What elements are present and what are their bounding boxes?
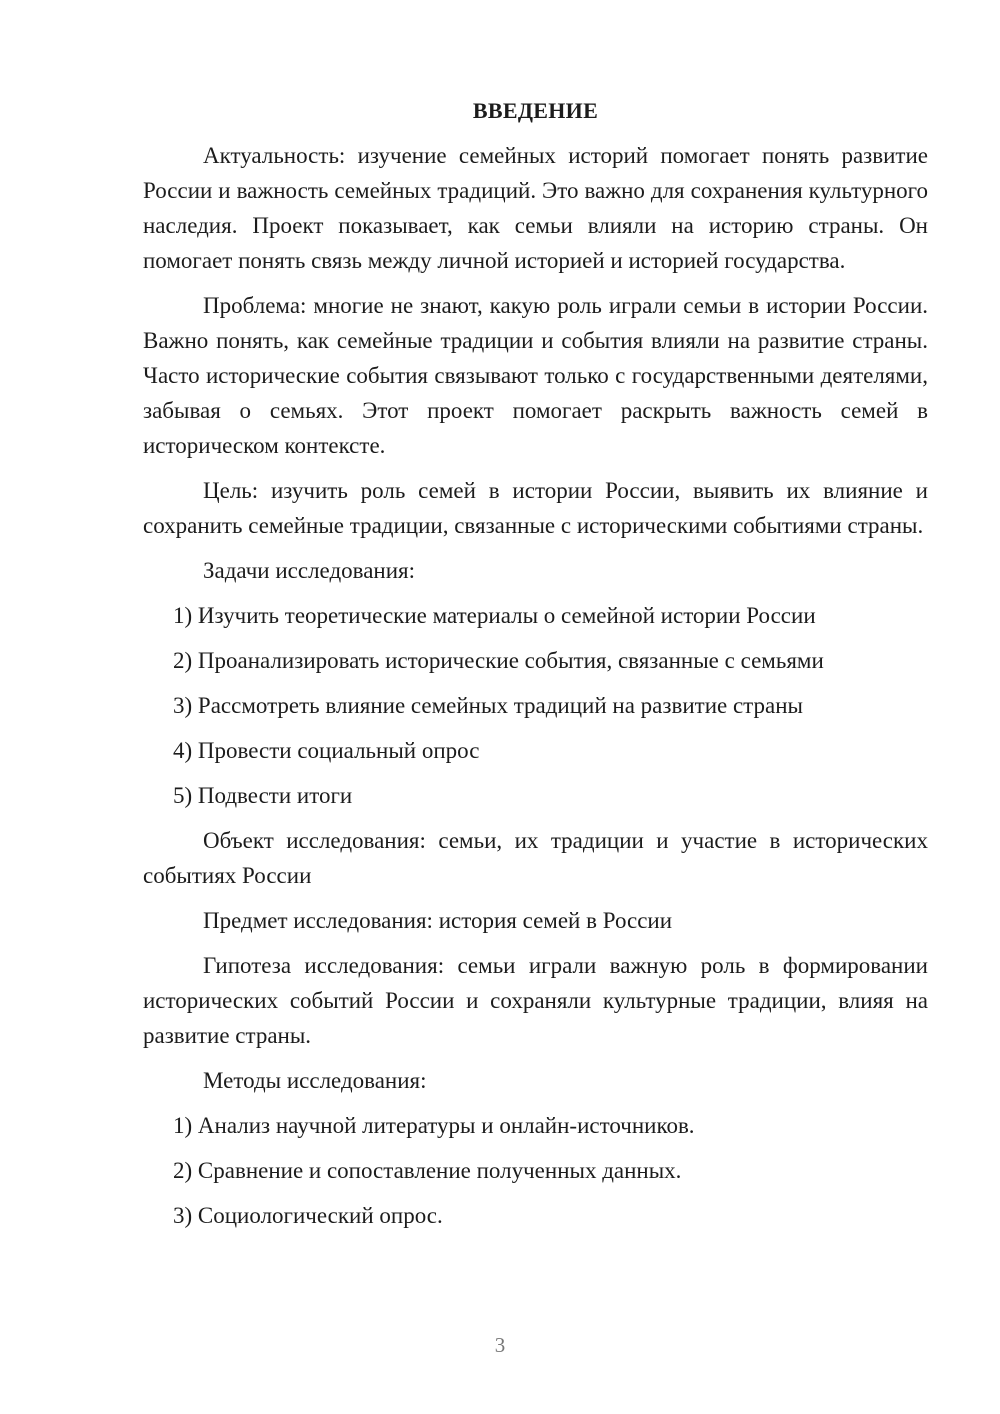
list-item: 4) Провести социальный опрос: [173, 738, 480, 763]
list-item: 1) Изучить теоретические материалы о семейной истории России: [173, 603, 816, 628]
relevance-paragraph: Актуальность: изучение семейных историй помогает понять развитие России и важность семейных традиций. Это важно для сохранения культурного наследия. Проект показывает, как семьи влияли на историю страны. Он помогает понять связь между личной историей и историей государства.: [143, 143, 928, 273]
methods-list: [143, 1108, 928, 1233]
list-item: 1) Анализ научной литературы и онлайн-источников.: [173, 1113, 695, 1138]
list-item: 2) Сравнение и сопоставление полученных данных.: [173, 1158, 682, 1183]
list-item: 5) Подвести итоги: [173, 783, 353, 808]
tasks-heading: Задачи исследования:: [203, 558, 416, 583]
page-number: 3: [494, 1333, 506, 1357]
subject-line: Предмет исследования: история семей в России: [203, 908, 673, 933]
section-title: ВВЕДЕНИЕ: [472, 98, 599, 123]
list-item: 2) Проанализировать исторические события, связанные с семьями: [173, 648, 824, 673]
object-paragraph: Объект исследования: семьи, их традиции и участие в исторических событиях России: [143, 828, 928, 888]
list-item: 3) Рассмотреть влияние семейных традиций на развитие страны: [173, 693, 803, 718]
list-item: 3) Социологический опрос.: [173, 1203, 443, 1228]
problem-paragraph: Проблема: многие не знают, какую роль играли семьи в истории России. Важно понять, как семейные традиции и события влияли на развитие страны. Часто исторические события связывают только с государственными деятелями, забывая о семьях. Этот проект помогает раскрыть важность семей в историческом контексте.: [143, 293, 928, 458]
hypothesis-paragraph: Гипотеза исследования: семьи играли важную роль в формировании исторических событий России и сохраняли культурные традиции, влияя на развитие страны.: [143, 953, 928, 1048]
tasks-list: [143, 598, 928, 813]
methods-heading: Методы исследования:: [203, 1068, 427, 1093]
goal-paragraph: Цель: изучить роль семей в истории России, выявить их влияние и сохранить семейные традиции, связанные с историческими событиями страны.: [143, 478, 928, 538]
